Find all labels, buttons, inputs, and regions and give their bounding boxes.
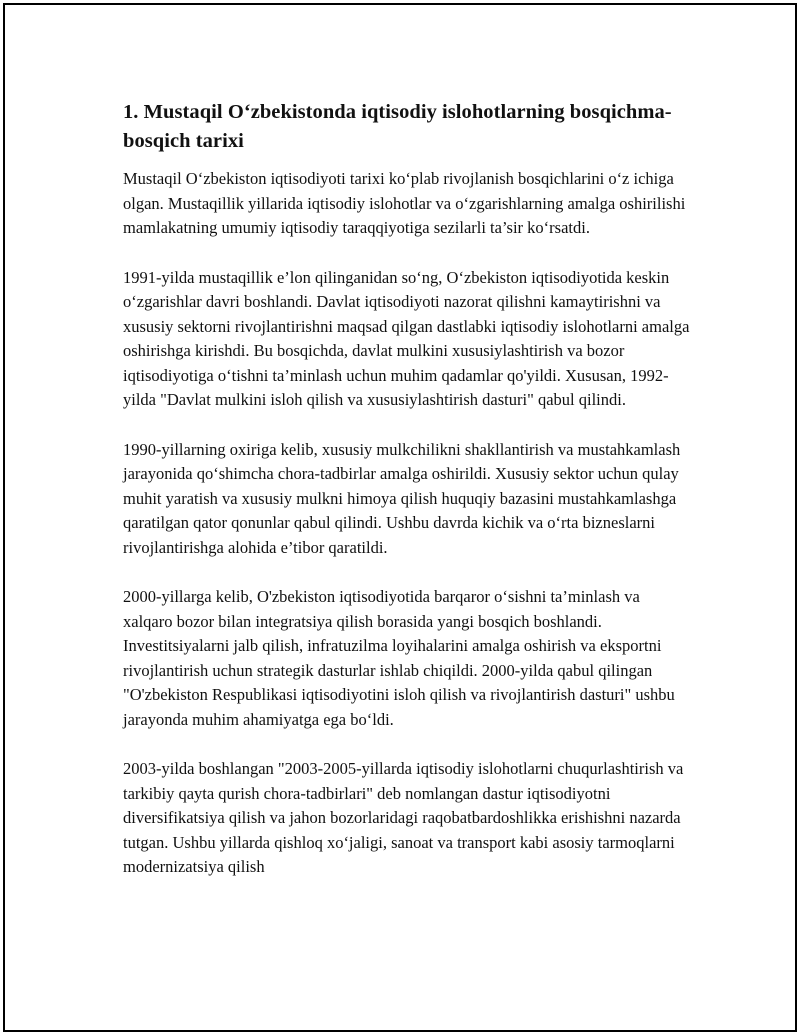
paragraph-2000s: 2000-yillarga kelib, O'zbekiston iqtisodiyotida barqaror o‘sishni ta’minlash va xalqaro bozor bilan integratsiya qilish borasida yangi bosqich boshlandi. Investitsiyalarni jalb qilish, infratuzilma loyihalarini amalga oshirish va eksportni rivojlantirish uchun strategik dasturlar ishlab chiqildi. 2000-yilda qabul qilingan "O'zbekiston Respublikasi iqtisodiyotini isloh qilish va rivojlantirish dasturi" ushbu jarayonda muhim ahamiyatga ega bo‘ldi. — [123, 587, 675, 729]
paragraph-intro: Mustaqil O‘zbekiston iqtisodiyoti tarixi ko‘plab rivojlanish bosqichlarini o‘z ichiga olgan. Mustaqillik yillarida iqtisodiy islohotlar va o‘zgarishlarning amalga oshirilishi mamlakatning umumiy iqtisodiy taraqqiyotiga sezilarli ta’sir ko‘rsatdi. — [123, 169, 686, 237]
section-title: 1. Mustaqil O‘zbekistonda iqtisodiy islohotlarning bosqichma-bosqich tarixi — [123, 101, 672, 152]
paragraph-1990s: 1990-yillarning oxiriga kelib, xususiy mulkchilikni shakllantirish va mustahkamlash jarayonida qo‘shimcha chora-tadbirlar amalga oshirildi. Xususiy sektor uchun qulay muhit yaratish va xususiy mulkni himoya qilish huquqiy bazasini mustahkamlashga qaratilgan qator qonunlar qabul qilindi. Ushbu davrda kichik va o‘rta bizneslarni rivojlantirishga alohida e’tibor qaratildi. — [123, 439, 681, 557]
page-frame — [3, 3, 797, 1032]
paragraph-1991: 1991-yilda mustaqillik e’lon qilinganidan so‘ng, O‘zbekiston iqtisodiyotida keskin o‘zgarishlar davri boshlandi. Davlat iqtisodiyoti nazorat qilishni kamaytirishni va xususiy sektorni rivojlantirishni maqsad qilgan dastlabki iqtisodiy islohotlarni amalga oshirishga kirishdi. Bu bosqichda, davlat mulkini xususiylashtirish va bozor iqtisodiyotiga o‘tishni ta’minlash uchun muhim qadamlar qo'yildi. Xususan, 1992-yilda "Davlat mulkini isloh qilish va xususiylashtirish dasturi" qabul qilindi. — [123, 267, 690, 409]
document-body — [123, 98, 693, 880]
paragraph-2003: 2003-yilda boshlangan "2003-2005-yillarda iqtisodiy islohotlarni chuqurlashtirish va tarkibiy qayta qurish chora-tadbirlari" deb nomlangan dastur iqtisodiyotni diversifikatsiya qilish va jahon bozorlaridagi raqobatbardoshlikka erishishni nazarda tutgan. Ushbu yillarda qishloq xo‘jaligi, sanoat va transport kabi asosiy tarmoqlarni modernizatsiya qilish — [123, 759, 684, 876]
